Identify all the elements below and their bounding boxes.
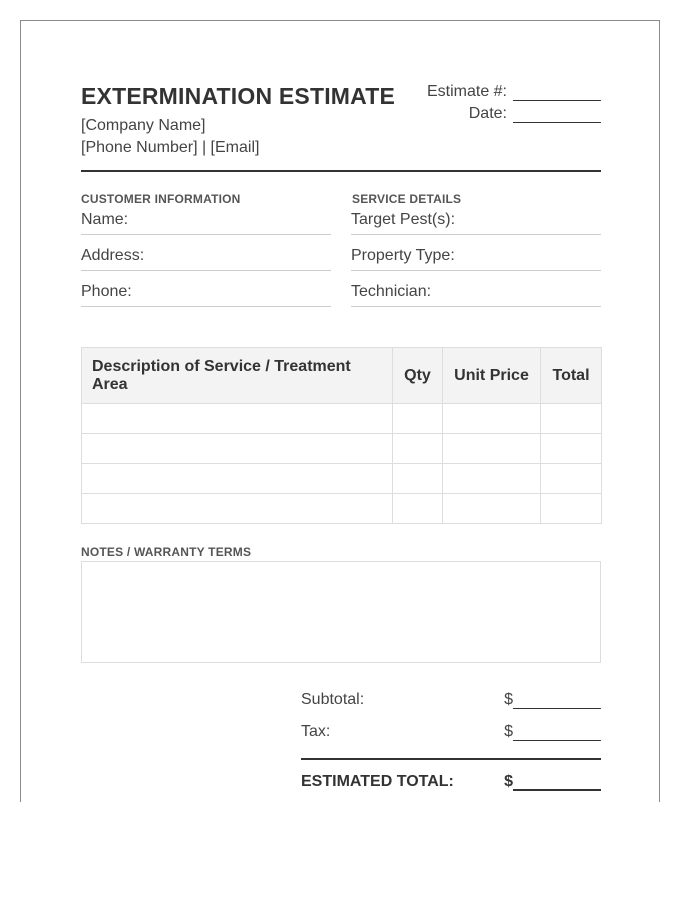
technician-label: Technician: (351, 283, 432, 300)
unit-price-cell[interactable] (443, 404, 541, 434)
unit-price-cell[interactable] (443, 494, 541, 524)
column-header-unit-price: Unit Price (443, 348, 541, 404)
unit-price-cell[interactable] (443, 434, 541, 464)
target-pests-field[interactable] (351, 199, 601, 235)
subtotal-label: Subtotal: (301, 691, 365, 708)
description-cell[interactable] (82, 404, 393, 434)
table-row (82, 404, 602, 434)
table-row (82, 464, 602, 494)
estimated-total-currency: $ (504, 773, 513, 790)
customer-name-label: Name: (81, 211, 129, 228)
table-row (82, 434, 602, 464)
company-contact: [Phone Number] | [Email] (81, 139, 260, 156)
customer-name-field[interactable] (81, 199, 331, 235)
document-title: EXTERMINATION ESTIMATE (81, 83, 396, 109)
description-cell[interactable] (82, 494, 393, 524)
column-header-description: Description of Service / Treatment Area (82, 348, 393, 404)
subtotal-blank[interactable] (513, 694, 601, 709)
customer-phone-field[interactable] (81, 271, 331, 307)
header-divider (81, 170, 601, 172)
estimated-total-label: ESTIMATED TOTAL: (301, 773, 454, 790)
description-cell[interactable] (82, 434, 393, 464)
table-row (82, 494, 602, 524)
description-cell[interactable] (82, 464, 393, 494)
table-header-row (82, 348, 602, 404)
customer-address-label: Address: (81, 247, 145, 264)
service-details-heading: SERVICE DETAILS (352, 192, 462, 206)
qty-cell[interactable] (393, 404, 443, 434)
qty-cell[interactable] (393, 494, 443, 524)
tax-label: Tax: (301, 723, 331, 740)
date-blank[interactable] (513, 108, 601, 123)
column-header-qty: Qty (393, 348, 443, 404)
estimate-number-blank[interactable] (513, 86, 601, 101)
column-header-total: Total (541, 348, 602, 404)
total-cell[interactable] (541, 494, 602, 524)
date-field[interactable] (469, 105, 601, 123)
qty-cell[interactable] (393, 434, 443, 464)
total-cell[interactable] (541, 464, 602, 494)
notes-textarea[interactable] (81, 561, 601, 663)
estimate-number-label: Estimate #: (426, 83, 507, 100)
subtotal-field[interactable] (504, 691, 601, 709)
subtotal-currency: $ (504, 691, 513, 708)
notes-heading: NOTES / WARRANTY TERMS (81, 545, 252, 559)
estimate-sheet (20, 20, 660, 802)
total-cell[interactable] (541, 434, 602, 464)
unit-price-cell[interactable] (443, 464, 541, 494)
date-label: Date: (468, 105, 507, 122)
technician-field[interactable] (351, 271, 601, 307)
company-name: [Company Name] (81, 117, 206, 134)
totals-divider (301, 758, 601, 760)
customer-info-heading: CUSTOMER INFORMATION (81, 192, 241, 206)
tax-blank[interactable] (513, 726, 601, 741)
tax-currency: $ (504, 723, 513, 740)
estimated-total-field[interactable] (504, 773, 601, 791)
estimated-total-blank[interactable] (513, 775, 601, 791)
estimate-number-field[interactable] (427, 83, 601, 101)
customer-phone-label: Phone: (81, 283, 132, 300)
qty-cell[interactable] (393, 464, 443, 494)
customer-address-field[interactable] (81, 235, 331, 271)
tax-field[interactable] (504, 723, 601, 741)
service-items-table (81, 347, 602, 524)
property-type-label: Property Type: (351, 247, 455, 264)
property-type-field[interactable] (351, 235, 601, 271)
total-cell[interactable] (541, 404, 602, 434)
target-pests-label: Target Pest(s): (351, 211, 456, 228)
